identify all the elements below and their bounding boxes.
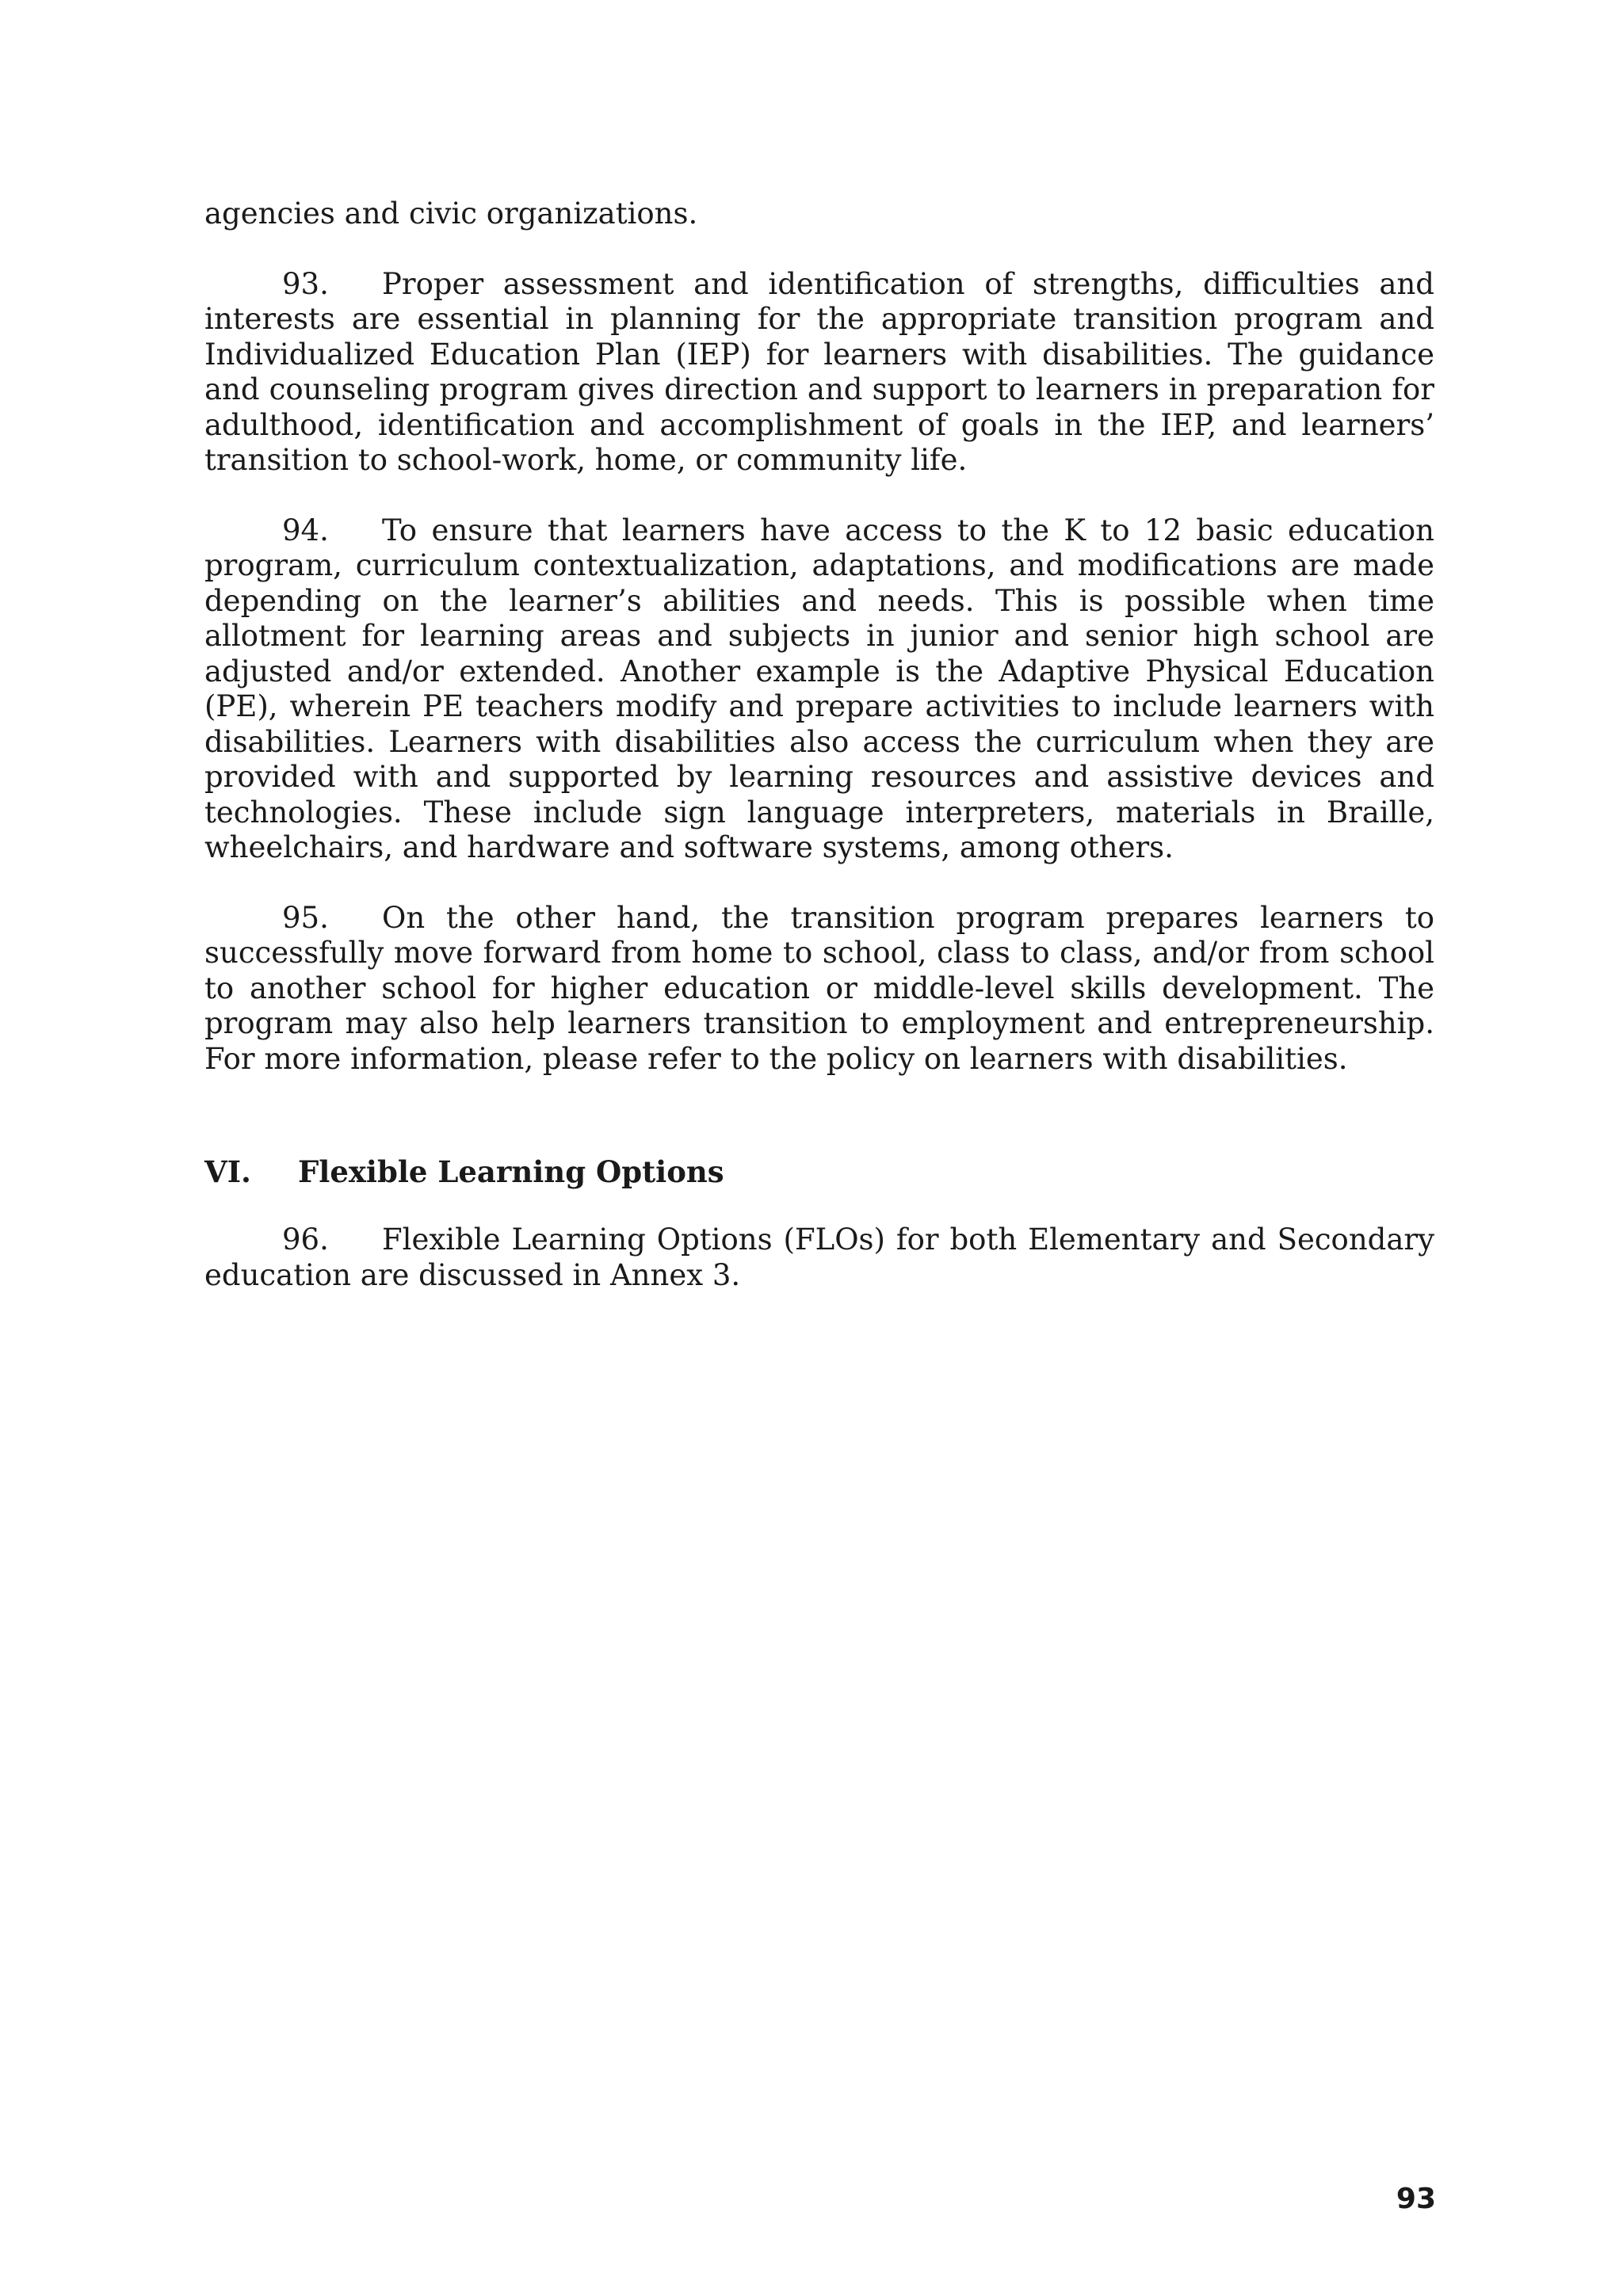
page-number: 93	[1396, 2183, 1436, 2215]
paragraph-95	[204, 901, 1434, 1077]
continuation-paragraph	[204, 196, 1434, 232]
section-number: VI.	[204, 1154, 251, 1189]
paragraph-text: Proper assessment and identification of strengths, difficulties and interests are essential in planning for the appropriate transition program and Individualized Education Plan (IEP) for learners with disabilities. The guidance and counseling program gives direction and support to learners in preparation for adulthood, identification and accomplishment of goals in the IEP, and learners’ transition to school-work, home, or community life.	[204, 266, 1434, 477]
paragraph-text: On the other hand, the transition program prepares learners to successfully move forward from home to school, class to class, and/or from school to another school for higher education or middle-level skills development. The program may also help learners transition to employment and entrepreneurship. For more information, please refer to the policy on learners with disabilities.	[204, 900, 1434, 1076]
paragraph-text: To ensure that learners have access to the K to 12 basic education program, curriculum contextualization, adaptations, and modifications are made depending on the learner’s abilities and needs. This is possible when time allotment for learning areas and subjects in junior and senior high school are adjusted and/or extended. Another example is the Adaptive Physical Education (PE), wherein PE teachers modify and prepare activities to include learners with disabilities. Learners with disabilities also access the curriculum when they are provided with and supported by learning resources and assistive devices and technologies. These include sign language interpreters, materials in Braille, wheelchairs, and hardware and software systems, among others.	[204, 513, 1434, 864]
paragraph-94	[204, 513, 1434, 866]
paragraph-96	[204, 1222, 1434, 1293]
section-title: Flexible Learning Options	[298, 1154, 724, 1189]
section-heading	[204, 1154, 1434, 1189]
paragraph-number: 95.	[282, 900, 329, 935]
continuation-text: agencies and civic organizations.	[204, 196, 698, 231]
paragraph-text: Flexible Learning Options (FLOs) for both Elementary and Secondary education are discussed in Annex 3.	[204, 1222, 1434, 1292]
paragraph-number: 94.	[282, 513, 329, 547]
paragraph-93	[204, 267, 1434, 479]
paragraph-number: 93.	[282, 266, 329, 301]
body-text	[204, 196, 1434, 1293]
paragraph-number: 96.	[282, 1222, 329, 1257]
